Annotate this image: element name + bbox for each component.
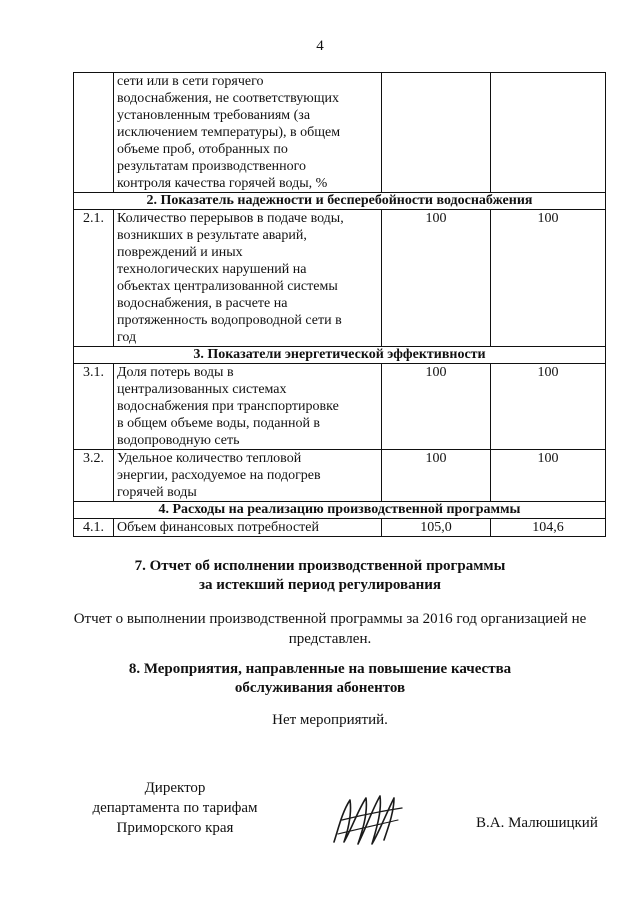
indicator-name [114,519,382,537]
indicator-line: сети или в сети горячего [117,74,264,89]
section8-title-line: обслуживания абонентов [234,680,406,696]
signatory-name: В.А. Малюшицкий [476,815,598,831]
indicator-name [114,210,382,347]
value-cell: 100 [491,210,606,347]
indicator-line: водоснабжения при транспортировке [117,399,339,414]
signatory-position [70,778,280,838]
indicator-line: водоснабжения, в расчете на [117,296,288,311]
value-cell [491,73,606,193]
value-cell: 100 [382,450,491,502]
indicator-line: энергии, расходуемое на подогрев [117,468,321,483]
position-line: Приморского края [116,820,234,836]
row-number [74,73,114,193]
row-number: 2.1. [74,210,114,347]
indicator-line: контроля качества горячей воды, % [117,176,328,191]
value-cell: 100 [491,450,606,502]
table-row [74,210,606,347]
section7-text-line: представлен. [288,631,372,647]
section7-title-line: 7. Отчет об исполнении производственной программы [134,558,506,574]
page-number: 4 [316,38,324,54]
row-number: 4.1. [74,519,114,537]
indicator-line: Количество перерывов в подаче воды, [117,211,344,226]
indicator-line: повреждений и иных [117,245,243,260]
indicator-line: установленным требованиям (за [117,108,311,123]
value-cell [382,73,491,193]
position-line: департамента по тарифам [92,800,258,816]
value-cell: 105,0 [382,519,491,537]
row-number: 3.2. [74,450,114,502]
section-header-row [74,347,606,364]
indicator-line: Объем финансовых потребностей [117,520,320,535]
section8-text: Нет мероприятий. [272,712,388,728]
indicator-name [114,364,382,450]
indicator-line: год [117,330,137,345]
row-number: 3.1. [74,364,114,450]
indicator-line: Удельное количество тепловой [117,451,302,466]
indicator-line: водопроводную сеть [117,433,240,448]
section7-text-line: Отчет о выполнении производственной программы за 2016 год организацией не [73,611,587,627]
indicator-line: объеме проб, отобранных по [117,142,288,157]
position-line: Директор [144,780,206,796]
value-cell: 104,6 [491,519,606,537]
section7-title-line: за истекший период регулирования [198,577,442,593]
indicator-line: водоснабжения, не соответствующих [117,91,339,106]
indicator-line: в общем объеме воды, поданной в [117,416,321,431]
section8-title [0,660,640,698]
value-cell: 100 [382,210,491,347]
value-cell: 100 [491,364,606,450]
indicators-table [73,72,606,537]
indicator-line: технологических нарушений на [117,262,307,277]
table-row [74,73,606,193]
indicator-line: централизованных системах [117,382,287,397]
section-title: 4. Расходы на реализацию производственной программы [74,502,606,519]
indicator-name [114,73,382,193]
indicator-line: Доля потерь воды в [117,365,234,380]
indicator-line: горячей воды [117,485,197,500]
section8-title-line: 8. Мероприятия, направленные на повышение качества [128,661,512,677]
section7-title [0,557,640,595]
handwritten-signature [328,790,408,850]
section-title: 2. Показатель надежности и бесперебойности водоснабжения [74,193,606,210]
indicator-line: возникших в результате аварий, [117,228,307,243]
table-row [74,364,606,450]
section7-text [60,609,600,649]
indicator-line: результатам производственного [117,159,307,174]
table-row [74,450,606,502]
value-cell: 100 [382,364,491,450]
section-title: 3. Показатели энергетической эффективности [74,347,606,364]
section-header-row [74,502,606,519]
indicator-line: объектах централизованной системы [117,279,338,294]
indicator-line: исключением температуры), в общем [117,125,341,140]
table-row [74,519,606,537]
indicator-line: протяженность водопроводной сети в [117,313,342,328]
section-header-row [74,193,606,210]
indicator-name [114,450,382,502]
